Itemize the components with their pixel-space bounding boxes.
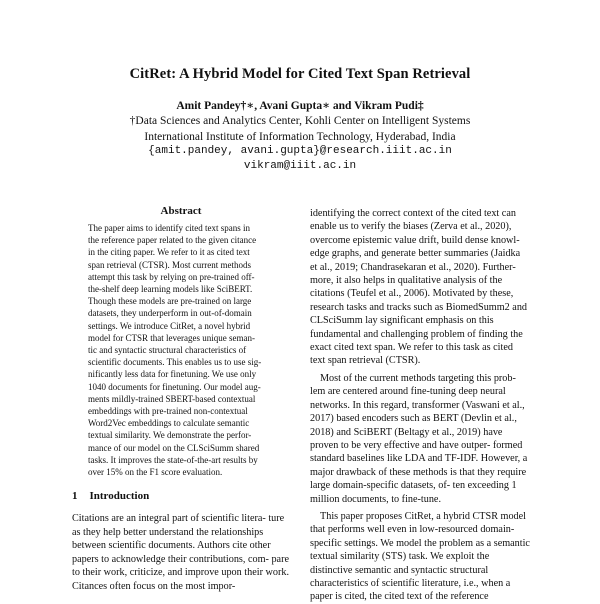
body-line: overcome epistemic value drift, build dense knowl-	[310, 234, 520, 246]
abstract-line: datasets, they underperform in out-of-domain	[88, 308, 252, 319]
abstract-line: nificantly less data for finetuning. We use only	[88, 369, 257, 380]
section-title: Introduction	[89, 490, 150, 502]
body-line: model that performs well even in low-resourced	[310, 510, 526, 536]
abstract-line: tic and syntactic structural characteristics of	[88, 345, 247, 356]
abstract-body	[88, 222, 278, 478]
abstract-line: scientific documents. This enables us to use sig-	[88, 357, 262, 368]
body-line: identifying the correct context of the cited text can	[310, 208, 516, 219]
body-line: cited text span retrieval (CTSR).	[310, 342, 513, 367]
body-line: formed standard baselines like LDA and TF-IDF.	[310, 439, 523, 465]
abstract-line: in the citing paper. We refer to it as cited text	[88, 247, 250, 258]
abstract-line: the reference paper related to the given citance	[88, 235, 257, 246]
paragraph-gap	[310, 368, 530, 372]
body-line: edge graphs, and generate better summaries (Jaidka	[310, 248, 521, 260]
abstract-line: textual similarity. We demonstrate the perfor-	[88, 430, 252, 441]
body-line: and CLSciSumm lay significant emphasis on this	[310, 301, 528, 327]
abstract-line: embeddings with pre-trained non-contextual	[88, 406, 248, 417]
body-line: Most of the current methods targeting this prob-	[320, 372, 516, 384]
body-line: between scientific documents. Authors cite other	[72, 540, 271, 551]
body-line: Citations are an integral part of scientific litera-	[72, 513, 266, 524]
body-line: lem are centered around fine-tuning deep neural	[310, 386, 506, 398]
abstract-line: Word2Vec embeddings to calculate semantic	[88, 418, 250, 429]
email-line-2: vikram@iiit.ac.in	[243, 160, 357, 172]
abstract-line: mance of our model on the CLSciSumm shared	[88, 442, 260, 453]
author-list: Amit Pandey†∗, Avani Gupta∗ and Vikram Pudi‡	[176, 100, 424, 112]
body-line: enable us to verify the biases (Zerva et al., 2020),	[310, 221, 512, 233]
body-line: the distinctive semantic and syntactic structural	[310, 551, 490, 576]
body-line: a paper is cited, the cited text of the reference	[310, 577, 511, 603]
affiliation-line-2: International Institute of Information Technology, Hyderabad, India	[144, 131, 456, 143]
body-line: their work. Citances often focus on the most impor-	[72, 567, 289, 592]
email-line-1: {amit.pandey, avani.gupta}@research.iiit.ac.in	[148, 145, 452, 157]
body-line: domain-specific settings. We model the problem as	[310, 524, 515, 549]
affiliation-line-1: †Data Sciences and Analytics Center, Kohli Center on Intelligent Systems	[129, 115, 471, 127]
body-line: networks. In this regard, transformer (Vaswani	[310, 399, 500, 411]
body-line: pare to their work, criticize, and improve upon	[72, 553, 289, 578]
abstract-line: Though these models are pre-trained on large	[88, 296, 252, 307]
introduction-left-column	[72, 512, 290, 593]
paragraph-gap	[310, 506, 530, 510]
body-line: et al., 2019; Chandrasekaran et al., 2020). Further-	[310, 261, 516, 273]
body-line: This paper proposes CitRet, a hybrid CTSR	[320, 510, 498, 522]
body-line: more, it also helps in qualitative analysis of the	[310, 275, 503, 287]
body-line: fundamental and challenging problem of finding	[310, 328, 508, 340]
abstract-line: the-shelf deep learning models like SciBERT.	[88, 284, 253, 295]
body-line: et al., 2018) and SciBERT (Beltagy et al., 2019)	[310, 413, 517, 438]
abstract-line: attempt this task by relying on pre-trained off-	[88, 271, 255, 282]
abstract-line: 1040 documents for finetuning. Our model aug-	[88, 381, 261, 392]
body-line: research tasks and tracks such as BiomedSumm2	[310, 301, 510, 313]
abstract-heading: Abstract	[160, 205, 202, 217]
body-line: However, a major drawback of these methods is	[310, 453, 528, 478]
body-line: the exact cited text span. We refer to this task as	[310, 328, 523, 354]
body-line: et al., 2017) based encoders such as BERT (Devlin	[310, 399, 525, 425]
abstract-line: ments mildly-trained SBERT-based contextual	[88, 393, 256, 404]
abstract-line: model for CTSR that leverages unique seman-	[88, 332, 255, 343]
section-heading-introduction	[72, 490, 149, 502]
section-number: 1	[72, 490, 78, 502]
body-line: characteristics of scientific literature, i.e., when	[310, 577, 504, 589]
body-line: citations (Teufel et al., 2006). Motivated by these,	[310, 288, 514, 300]
body-line: have proven to be very effective and have outper-	[310, 426, 503, 451]
body-line: that they require large domain-specific datasets, of-	[310, 466, 527, 492]
abstract-line: The paper aims to identify cited text spans in	[88, 223, 250, 233]
body-line: papers to acknowledge their contributions, com-	[72, 553, 269, 565]
paper-title: CitRet: A Hybrid Model for Cited Text Span Retrieval	[129, 66, 471, 82]
abstract-line: tasks. It improves the state-of-the-art results by	[88, 454, 258, 465]
introduction-right-column	[310, 207, 530, 604]
body-line: ten exceeding 1 million documents, to fine-tune.	[310, 480, 517, 505]
body-line: a semantic textual similarity (STS) task. We exploit	[310, 537, 530, 563]
abstract-line: span retrieval (CTSR). Most current methods	[88, 259, 251, 270]
body-line: ture as they help better understand the relationships	[72, 513, 285, 538]
abstract-line: settings. We introduce CitRet, a novel hybrid	[88, 320, 251, 331]
abstract-line: over 15% on the F1 score evaluation.	[88, 467, 223, 478]
